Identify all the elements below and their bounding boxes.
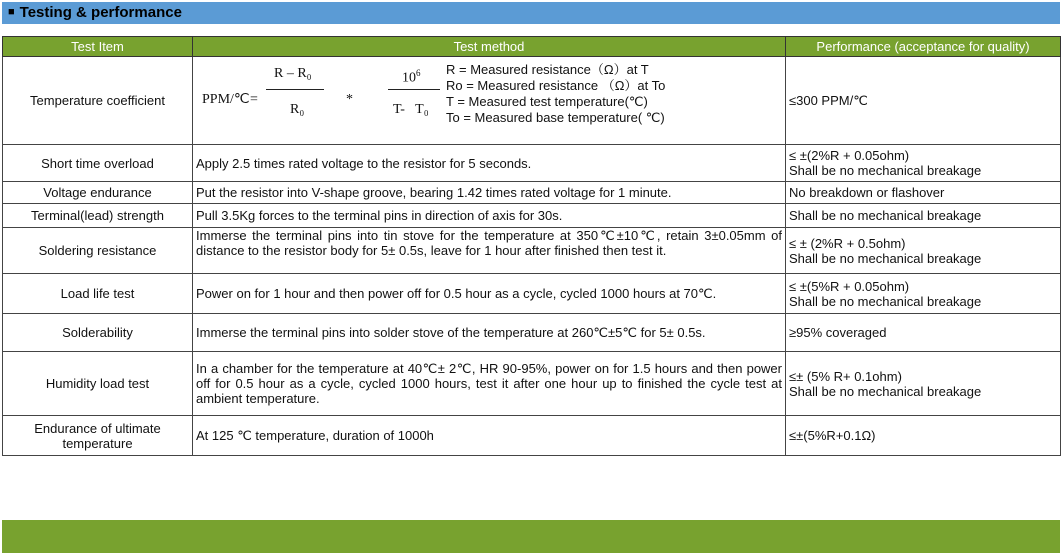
test-method-cell: Immerse the terminal pins into solder stove of the temperature at 260℃±5℃ for 5± 0.5s. bbox=[193, 314, 786, 352]
tcr-formula-block bbox=[196, 58, 782, 144]
performance-cell bbox=[786, 314, 1061, 352]
test-item-cell: Terminal(lead) strength bbox=[3, 204, 193, 228]
test-item-cell: Humidity load test bbox=[3, 352, 193, 416]
test-item-cell: Temperature coefficient bbox=[3, 57, 193, 145]
formula-denominator-1: R₀ bbox=[290, 101, 305, 117]
test-item-cell: Endurance of ultimate temperature bbox=[3, 416, 193, 456]
header-performance: Performance (acceptance for quality) bbox=[786, 37, 1061, 57]
test-item-cell: Solderability bbox=[3, 314, 193, 352]
test-item-cell: Voltage endurance bbox=[3, 182, 193, 204]
performance-line: ≤ ±(5%R + 0.05ohm) bbox=[789, 278, 910, 294]
test-method-cell bbox=[193, 57, 786, 145]
table-row bbox=[3, 314, 1061, 352]
header-test-item: Test Item bbox=[3, 37, 193, 57]
formula-definition: To = Measured base temperature( ℃) bbox=[446, 109, 665, 125]
test-item-cell: Load life test bbox=[3, 274, 193, 314]
next-section-bar bbox=[2, 520, 1060, 553]
performance-line: ≥95% coveraged bbox=[789, 325, 887, 340]
performance-cell bbox=[786, 57, 1061, 145]
table-row bbox=[3, 228, 1061, 274]
test-method-cell: Put the resistor into V-shape groove, bearing 1.42 times rated voltage for 1 minute. bbox=[193, 182, 786, 204]
formula-multiply: * bbox=[346, 91, 353, 107]
performance-line: Shall be no mechanical breakage bbox=[789, 250, 982, 266]
square-bullet-icon: ■ bbox=[8, 6, 15, 18]
performance-line: No breakdown or flashover bbox=[789, 185, 945, 200]
performance-line: Shall be no mechanical breakage bbox=[789, 208, 982, 223]
table-row bbox=[3, 145, 1061, 182]
formula-equals: = bbox=[250, 91, 258, 107]
formula-definitions bbox=[446, 62, 665, 126]
performance-line: ≤300 PPM/℃ bbox=[789, 93, 868, 108]
performance-cell bbox=[786, 204, 1061, 228]
testing-performance-table bbox=[2, 36, 1061, 456]
performance-cell bbox=[786, 228, 1061, 274]
performance-line: Shall be no mechanical breakage bbox=[789, 293, 982, 309]
performance-line: ≤ ±(2%R + 0.05ohm) bbox=[789, 148, 910, 163]
table-row bbox=[3, 57, 1061, 145]
section-title: Testing & performance bbox=[19, 4, 182, 21]
performance-cell bbox=[786, 182, 1061, 204]
formula-numerator-2 bbox=[402, 66, 421, 86]
section-title-bar bbox=[2, 2, 1060, 24]
test-method-cell bbox=[193, 228, 786, 274]
test-method-cell: Apply 2.5 times rated voltage to the resistor for 5 seconds. bbox=[193, 145, 786, 182]
test-method-cell: Pull 3.5Kg forces to the terminal pins in direction of axis for 30s. bbox=[193, 204, 786, 228]
performance-cell bbox=[786, 352, 1061, 416]
fraction-line-2 bbox=[388, 89, 440, 90]
performance-line: Shall be no mechanical breakage bbox=[789, 163, 982, 178]
test-method-cell: At 125 ℃ temperature, duration of 1000h bbox=[193, 416, 786, 456]
performance-cell bbox=[786, 145, 1061, 182]
header-test-method: Test method bbox=[193, 37, 786, 57]
formula-definition: Ro = Measured resistance （Ω）at To bbox=[446, 77, 666, 93]
test-item-cell: Soldering resistance bbox=[3, 228, 193, 274]
performance-line: ≤ ± (2%R + 0.5ohm) bbox=[789, 235, 906, 251]
table-row bbox=[3, 274, 1061, 314]
performance-line: Shall be no mechanical breakage bbox=[789, 383, 982, 399]
table-row bbox=[3, 416, 1061, 456]
performance-line: ≤±(5%R+0.1Ω) bbox=[789, 428, 876, 443]
fraction-line-1 bbox=[266, 89, 324, 90]
formula-exponent: 6 bbox=[416, 67, 421, 78]
test-method-cell: Power on for 1 hour and then power off for 0.5 hour as a cycle, cycled 1000 hours at 70℃. bbox=[193, 274, 786, 314]
table-row bbox=[3, 182, 1061, 204]
formula-denominator-2: T- T₀ bbox=[393, 101, 429, 117]
table-row bbox=[3, 204, 1061, 228]
test-method-cell: In a chamber for the temperature at 40℃± 2℃, HR 90-95%, power on for 1.5 hours and then power off for 0.5 hour as a cycle, cycled 1000 hours, test it after one hour up to finished the cycle test at ambient temperature. bbox=[193, 352, 786, 416]
formula-lhs: PPM/℃ bbox=[202, 91, 250, 107]
performance-line: ≤± (5% R+ 0.1ohm) bbox=[789, 368, 902, 384]
performance-cell bbox=[786, 416, 1061, 456]
formula-numerator-1: R – R₀ bbox=[274, 65, 312, 81]
formula-definition: T = Measured test temperature(℃) bbox=[446, 93, 648, 109]
test-method-text: Immerse the terminal pins into tin stove for the temperature at 350℃±10℃, retain 3±0.05mm of distance to the resistor body for 5± 0.5s, leave for 1 hour after finished then test it. bbox=[196, 228, 782, 258]
performance-cell bbox=[786, 274, 1061, 314]
tcr-formula bbox=[196, 62, 436, 142]
formula-definition: R = Measured resistance（Ω）at T bbox=[446, 61, 649, 77]
formula-base: 10 bbox=[402, 70, 416, 86]
table-row bbox=[3, 352, 1061, 416]
test-item-cell: Short time overload bbox=[3, 145, 193, 182]
table-header-row bbox=[3, 37, 1061, 57]
